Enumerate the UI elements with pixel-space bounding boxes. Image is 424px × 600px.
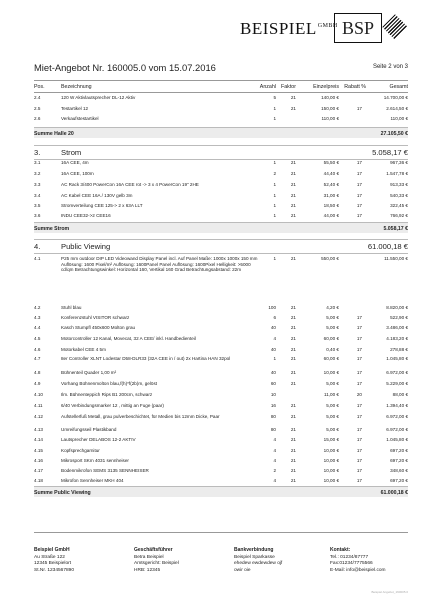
cell-rab: 17	[356, 448, 362, 453]
sum-label: Summe Public Viewing	[34, 489, 91, 496]
footer-company: Beispiel GmbH Au Straße 122 12345 Beispielort St.Nr. 1234567890	[34, 547, 75, 573]
cell-pos: 3.5	[34, 203, 41, 208]
cell-pos: 4.17	[34, 468, 43, 473]
cell-fak: 21	[290, 193, 296, 198]
cell-pos: 4.13	[34, 427, 43, 432]
sum-value: 61.000,18 €	[380, 489, 408, 496]
cell-pos: 3.6	[34, 213, 41, 218]
cell-desc: Lautsprecher DELABOS 12-2 AKTIV	[61, 437, 136, 442]
cell-fak: 21	[290, 347, 296, 352]
cell-anz: 10	[270, 392, 276, 397]
cell-desc: Testartikel 12	[61, 106, 89, 111]
cell-anz: 2	[273, 468, 276, 473]
cell-ep: 5,00 €	[326, 315, 339, 320]
cell-pos: 4.16	[34, 458, 43, 463]
cell-fak: 21	[290, 256, 296, 261]
cell-ges: 697,20 €	[390, 478, 408, 483]
cell-anz: 40	[270, 370, 276, 375]
cell-anz: 1	[273, 193, 276, 198]
cell-ep: 150,00 €	[321, 106, 339, 111]
cell-pos: 3.3	[34, 182, 41, 187]
cell-pos: 4.14	[34, 437, 43, 442]
cell-ges: 110,00 €	[390, 116, 408, 121]
cell-ges: 348,60 €	[390, 468, 408, 473]
cell-desc: 16A CEE, 4m	[61, 160, 89, 165]
cell-rab: 17	[356, 403, 362, 408]
cell-fak: 21	[290, 478, 296, 483]
cell-pos: 4.18	[34, 478, 43, 483]
cell-rab: 17	[356, 381, 362, 386]
cell-anz: 1	[273, 356, 276, 361]
cell-ep: 10,00 €	[323, 370, 339, 375]
cell-ges: 11.550,00 €	[384, 256, 408, 261]
cell-fak: 21	[290, 305, 296, 310]
cell-fak: 21	[290, 468, 296, 473]
cell-desc: Kasch Stumpfl 450x600 Molton grau	[61, 325, 136, 330]
cell-desc: AC Kabel CEE 16A / 130V gelb 3m	[61, 193, 133, 198]
cell-ges: 3.486,00 €	[386, 325, 408, 330]
cell-fak: 21	[290, 356, 296, 361]
cell-desc: Bühnenteil Quader 1,00 m²	[61, 370, 117, 375]
cell-ges: 6.972,00 €	[386, 370, 408, 375]
cell-rab: 17	[356, 458, 362, 463]
cell-ges: 1.045,80 €	[386, 356, 408, 361]
cell-anz: 1	[273, 256, 276, 261]
cell-rab: 17	[356, 106, 362, 111]
cell-anz: 40	[270, 347, 276, 352]
cell-pos: 3.2	[34, 171, 41, 176]
cell-ep: 18,50 €	[323, 203, 339, 208]
cell-ep: 5,00 €	[326, 414, 339, 419]
page-number: Seite 2 von 3	[372, 64, 408, 70]
cell-ep: 31,00 €	[323, 193, 339, 198]
section-name: Strom	[61, 148, 82, 157]
cell-rab: 17	[356, 160, 362, 165]
cell-fak: 21	[290, 325, 296, 330]
cell-ep: 60,00 €	[323, 356, 339, 361]
cell-desc: Aufstellerfuß Metall, grau pulverbeschichtet, für Medien bis 12mm Dicke, Paar	[61, 414, 220, 419]
cell-rab: 17	[356, 182, 362, 187]
cell-ges: 278,88 €	[390, 347, 408, 352]
cell-pos: 4.4	[34, 325, 41, 330]
cell-pos: 4.9	[34, 381, 41, 386]
cell-rab: 17	[356, 213, 362, 218]
cell-ges: 6.972,00 €	[386, 427, 408, 432]
section-number: 3.	[34, 148, 41, 157]
cell-desc: Motorkabel CEE 4 5m	[61, 347, 106, 352]
cell-fak: 21	[290, 182, 296, 187]
cell-ep: 5,00 €	[326, 427, 339, 432]
cell-pos: 4.7	[34, 356, 41, 361]
cell-anz: 100	[268, 305, 276, 310]
table-header	[34, 80, 408, 93]
sum-value: 5.058,17 €	[383, 225, 408, 232]
cell-ges: 1.045,80 €	[386, 437, 408, 442]
cell-ges: 4.183,20 €	[386, 336, 408, 341]
cell-fak: 21	[290, 458, 296, 463]
cell-rab: 17	[356, 478, 362, 483]
cell-fak: 21	[290, 315, 296, 320]
cell-ges: 913,33 €	[390, 182, 408, 187]
section-number: 4.	[34, 242, 41, 251]
cell-ges: 6.972,00 €	[386, 414, 408, 419]
cell-ep: 10,00 €	[323, 478, 339, 483]
cell-desc: 120 W Aktivlautsprecher DL-12 Aktiv	[61, 95, 136, 100]
cell-pos: 4.11	[34, 403, 43, 408]
cell-fak: 21	[290, 203, 296, 208]
footer-bank: Bankverbindung Beispiel Sparkasse ehedew ewdewdew ojf owir oie	[234, 547, 283, 573]
cell-pos: 3.4	[34, 193, 41, 198]
cell-anz: 4	[273, 437, 276, 442]
cell-ep: 10,00 €	[323, 468, 339, 473]
footer-management: Geschäftsführer Betra Beispiel Amtsgericht: Beispiel HRB: 12345	[134, 547, 179, 573]
col-rab: Rabatt %	[344, 84, 366, 90]
cell-desc: Vorhang Bühnenmolton blau,f(h)*f(2b)m, gelöst	[61, 381, 158, 386]
cell-desc: AC Rack 3/400 PowerCon 16A CEE rot -> 3 x 4 PowerCon 19" 2HE	[61, 182, 199, 187]
col-anz: Anzahl	[259, 84, 276, 90]
cell-ep: 0,40 €	[326, 347, 339, 352]
cell-ges: 8.820,00 €	[386, 305, 408, 310]
footer-contact: Kontakt: Tel.: 01234/87777 Fax:01234/7775566 E-Mail: info@beispiel.com	[330, 547, 386, 573]
cell-anz: 5	[273, 95, 276, 100]
cell-desc: INDU CEE32->2 CEE16	[61, 213, 111, 218]
cell-desc: Umreifungsseil Plastikband	[61, 427, 117, 432]
cell-ges: 322,45 €	[390, 203, 408, 208]
cell-rab: 17	[356, 325, 362, 330]
cell-fak: 21	[290, 403, 296, 408]
cell-ges: 540,33 €	[390, 193, 408, 198]
cell-pos: 4.2	[34, 305, 41, 310]
cell-anz: 80	[270, 414, 276, 419]
cell-anz: 60	[270, 381, 276, 386]
cell-fak: 21	[290, 448, 296, 453]
cell-pos: 4.5	[34, 336, 41, 341]
cell-anz: 1	[273, 182, 276, 187]
col-pos: Pos.	[34, 84, 45, 90]
sum-halle	[34, 127, 408, 138]
cell-rab: 17	[356, 315, 362, 320]
cell-desc: Stromverteilung CEE 125-> 2 x 63A LLT	[61, 203, 143, 208]
cell-fak: 21	[290, 370, 296, 375]
cell-ep: 5,00 €	[326, 381, 339, 386]
cell-pos: 4.3	[34, 315, 41, 320]
cell-anz: 1	[273, 116, 276, 121]
col-fak: Faktor	[280, 84, 296, 90]
logo-wordmark: $BEISPIEL^{GMBH}$	[240, 19, 338, 38]
cell-fak: 21	[290, 160, 296, 165]
cell-ep: 60,00 €	[323, 336, 339, 341]
cell-ges: 1.394,40 €	[386, 403, 408, 408]
cell-ep: 140,00 €	[321, 95, 339, 100]
cell-ep: 52,40 €	[323, 182, 339, 187]
cell-pos: 2.5	[34, 106, 41, 111]
cell-ep: 110,00 €	[321, 116, 339, 121]
section-public-viewing	[34, 239, 408, 254]
cell-rab: 17	[356, 193, 362, 198]
cell-fak: 21	[290, 95, 296, 100]
cell-desc: Verkaufstestartikel	[61, 116, 99, 121]
cell-ep: 55,50 €	[323, 160, 339, 165]
cell-ep: 10,00 €	[323, 448, 339, 453]
cell-anz: 6	[273, 315, 276, 320]
cell-ep: 44,40 €	[323, 171, 339, 176]
cell-anz: 80	[270, 427, 276, 432]
cell-fak: 21	[290, 381, 296, 386]
logo-diamond-icon	[382, 14, 407, 39]
cell-anz: 4	[273, 478, 276, 483]
cell-rab: 17	[356, 437, 362, 442]
cell-ep: 5,00 €	[326, 403, 339, 408]
cell-fak: 21	[290, 414, 296, 419]
cell-desc: Stuhl blau	[61, 305, 82, 310]
sum-value: 27.105,50 €	[380, 130, 408, 137]
cell-rab: 17	[356, 336, 362, 341]
cell-ep: 550,00 €	[321, 256, 339, 261]
cell-pos: 4.12	[34, 414, 43, 419]
cell-desc: Mikrofon Sennheiser MKH 404	[61, 478, 124, 483]
col-ep: Einzelpreis	[313, 84, 339, 90]
company-logo	[240, 9, 408, 47]
cell-ep: 44,00 €	[323, 213, 339, 218]
cell-pos: 4.15	[34, 448, 43, 453]
col-desc: Bezeichnung	[61, 84, 92, 90]
cell-ges: 522,90 €	[390, 315, 408, 320]
cell-pos: 3.1	[34, 160, 41, 165]
col-ges: Gesamt	[389, 84, 408, 90]
cell-anz: 2	[273, 171, 276, 176]
cell-ges: 2.614,50 €	[386, 106, 408, 111]
cell-rab: 17	[356, 203, 362, 208]
cell-desc: Konferenzstuhl VISITOR schwarz	[61, 315, 130, 320]
cell-ges: 697,20 €	[390, 448, 408, 453]
cell-ges: 5.229,00 €	[386, 381, 408, 386]
cell-pos: 4.10	[34, 392, 43, 397]
cell-desc: Bodenmikrofon SEMS 3135 SENNHEISER	[61, 468, 149, 473]
document-reference: Beispiel Angebot_160005.0	[371, 590, 408, 594]
cell-rab: 17	[356, 347, 362, 352]
cell-pos: 4.1	[34, 256, 41, 261]
cell-fak: 21	[290, 336, 296, 341]
cell-pos: 2.4	[34, 95, 41, 100]
cell-ges: 1.547,78 €	[386, 171, 408, 176]
cell-ep: 4,20 €	[326, 305, 339, 310]
cell-desc: Kopfsprechgarnitur	[61, 448, 100, 453]
cell-anz: 1	[273, 160, 276, 165]
section-total: 61.000,18 €	[367, 242, 408, 251]
sum-label: Summe Strom	[34, 225, 70, 232]
section-strom	[34, 145, 408, 160]
cell-fak: 21	[290, 106, 296, 111]
logo-mark: BSP	[334, 13, 382, 43]
cell-rab: 17	[356, 414, 362, 419]
cell-rab: 17	[356, 370, 362, 375]
cell-fak: 21	[290, 437, 296, 442]
cell-desc: 16A CEE, 100m	[61, 171, 94, 176]
cell-ges: 766,92 €	[390, 213, 408, 218]
cell-ep: 15,00 €	[323, 437, 339, 442]
cell-rab: 17	[356, 427, 362, 432]
cell-pos: 4.6	[34, 347, 41, 352]
sum-strom	[34, 222, 408, 233]
cell-ep: 10,00 €	[323, 458, 339, 463]
cell-anz: 1	[273, 213, 276, 218]
cell-fak: 21	[290, 213, 296, 218]
cell-ep: 5,00 €	[326, 325, 339, 330]
cell-desc: 6/40 Verbindungsmarker 12 , mittig an Fuge (paar)	[61, 403, 164, 408]
cell-ges: 967,36 €	[390, 160, 408, 165]
cell-ges: 88,00 €	[392, 392, 408, 397]
cell-desc: Motorcontroller 12 Kanal, Movecat, 32 A CEE/ inkl. Handbedienteil	[61, 336, 196, 341]
cell-ges: 697,20 €	[390, 458, 408, 463]
section-total: 5.058,17 €	[372, 148, 408, 157]
cell-ep: 11,00 €	[324, 392, 339, 397]
sum-public-viewing	[34, 486, 408, 497]
cell-anz: 40	[270, 325, 276, 330]
cell-anz: 16	[270, 403, 276, 408]
cell-anz: 1	[273, 106, 276, 111]
cell-anz: 4	[273, 458, 276, 463]
section-name: Public Viewing	[61, 242, 111, 251]
cell-desc: P25 mm outdoor DIP LED Videowand Display Panel incl. Auf Panel Maße: 1000x 1000x 150 mm Auflösung: 1600 Pixel/m² Auflösung: 1600Panel Panel Auflösung: 1600Pixel Helligkeit: >5000 cd/qm Betrachtungswinkel: Horizontal 160, Vertikal 160 Grad Betrachtungsabstand: 22m	[61, 256, 258, 273]
document-title: Miet-Angebot Nr. 160005.0 vom 15.07.2016	[34, 62, 216, 73]
cell-desc: 8er Controller XLNT Lodestar D58-DLR33 (32A CEE in / out) 2x Hartina HAN 32pol	[61, 356, 231, 361]
cell-anz: 4	[273, 448, 276, 453]
cell-fak: 21	[290, 171, 296, 176]
cell-rab: 17	[356, 171, 362, 176]
footer	[34, 532, 408, 573]
cell-fak: 21	[290, 427, 296, 432]
cell-pos: 4.8	[34, 370, 41, 375]
cell-desc: Ilm. Bühnenteppich Rips B1 200cm, schwarz	[61, 392, 153, 397]
cell-rab: 20	[356, 392, 362, 397]
cell-anz: 1	[273, 203, 276, 208]
cell-ges: 14.700,00 €	[383, 95, 408, 100]
cell-pos: 2.6	[34, 116, 41, 121]
cell-anz: 4	[273, 336, 276, 341]
cell-rab: 17	[356, 356, 362, 361]
cell-rab: 17	[356, 468, 362, 473]
cell-desc: Mikrosport SKm 4031 sennheiser	[61, 458, 129, 463]
sum-label: Summe Halle 20	[34, 130, 74, 137]
